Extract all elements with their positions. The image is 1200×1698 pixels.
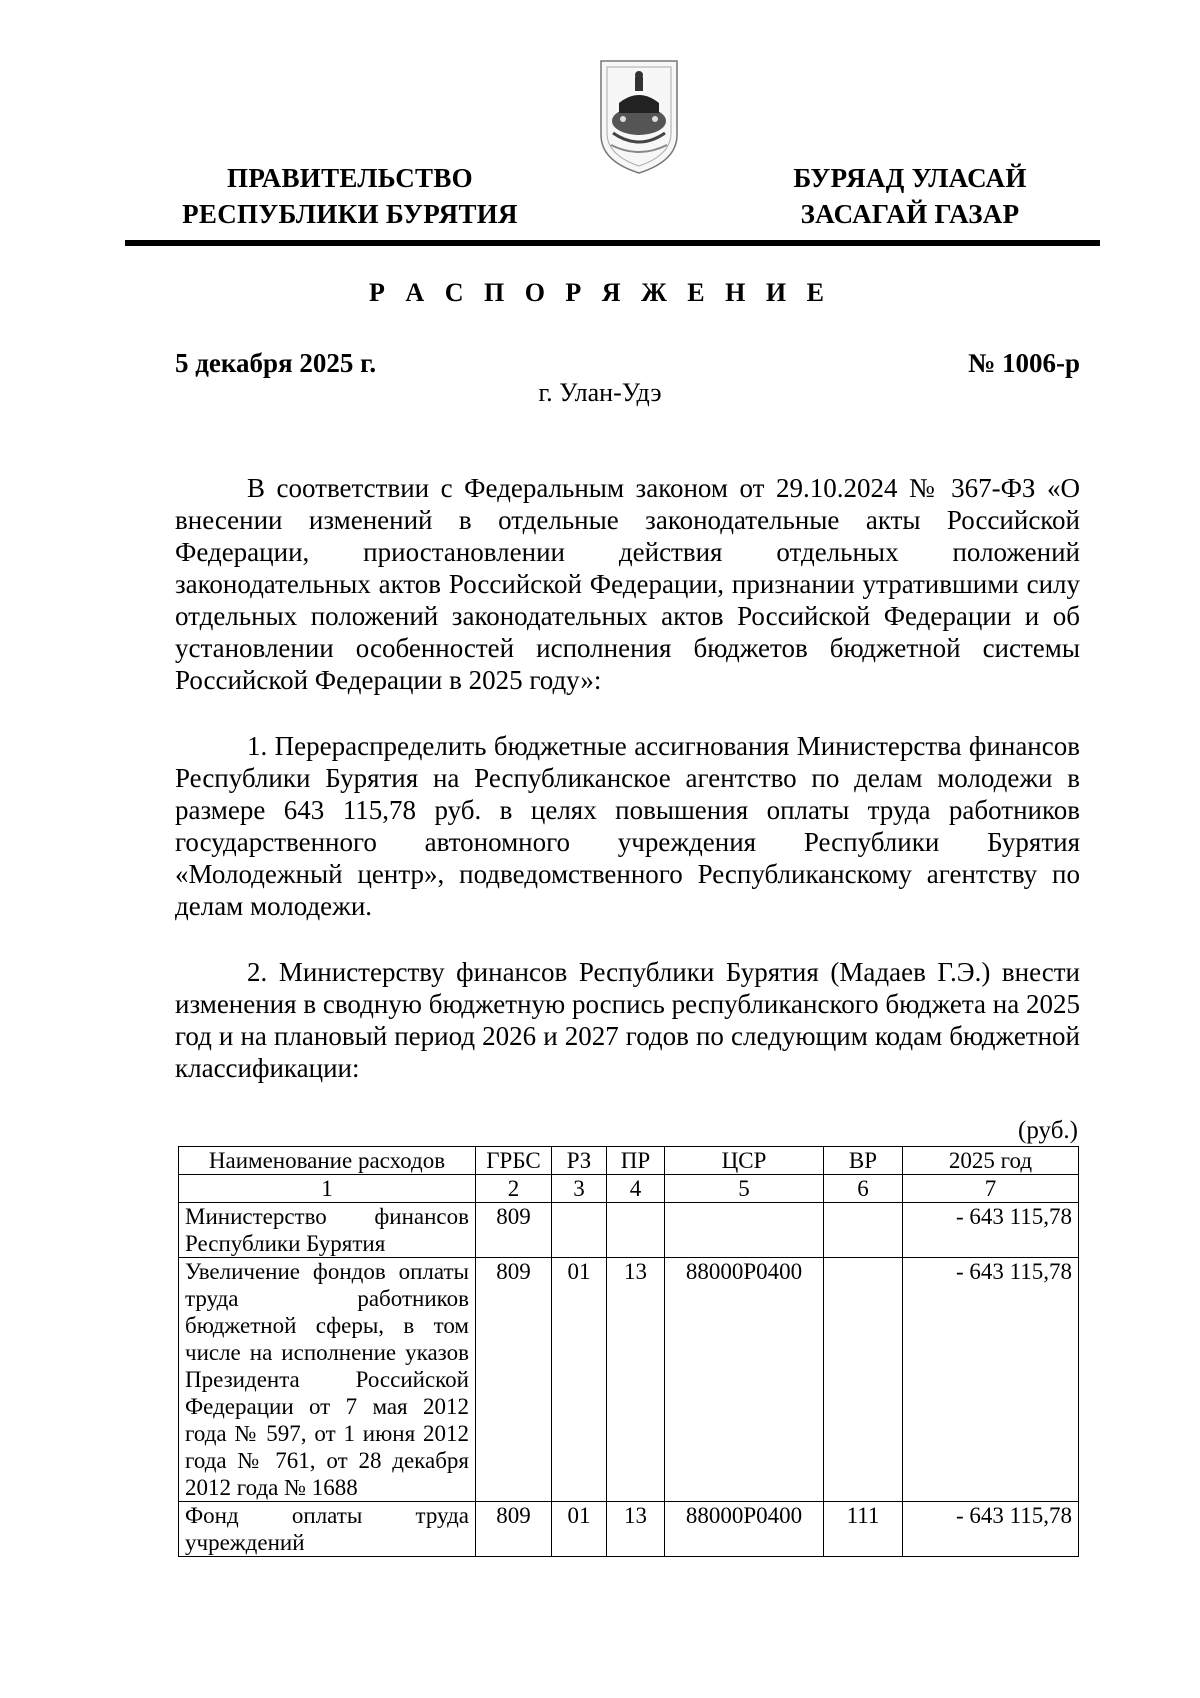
column-number: 6 [824,1175,903,1203]
header-csr: ЦСР [665,1147,824,1175]
cell-rz: 01 [552,1258,607,1502]
column-number: 7 [903,1175,1079,1203]
cell-vr [824,1203,903,1258]
cell-amount: - 643 115,78 [903,1502,1079,1557]
cell-amount: - 643 115,78 [903,1203,1079,1258]
column-number: 3 [552,1175,607,1203]
cell-amount: - 643 115,78 [903,1258,1079,1502]
table-row [179,1502,1079,1557]
org-name-buryat: БУРЯАД УЛАСАЙ ЗАСАГАЙ ГАЗАР [793,163,1027,229]
header-pr: ПР [607,1147,665,1175]
document-date: 5 декабря 2025 г. [175,348,377,378]
cell-vr [824,1258,903,1502]
column-number: 2 [476,1175,552,1203]
header-name: Наименование расходов [179,1147,476,1175]
table-row [179,1258,1079,1502]
header-rz: РЗ [552,1147,607,1175]
paragraph-item-1: 1. Перераспределить бюджетные ассигнования Министерства финансов Республики Бурятия на Республиканское агентство по делам молодежи в размере 643 115,78 руб. в целях повышения оплаты труда работников государственного автономного учреждения Республики Бурятия «Молодежный центр», подведомственного Республиканскому агентству по делам молодежи. [175,731,1080,921]
column-number-row [179,1175,1079,1203]
document-city: г. Улан-Удэ [538,378,662,407]
cell-rz [552,1203,607,1258]
org-name-russian: ПРАВИТЕЛЬСТВО РЕСПУБЛИКИ БУРЯТИЯ [182,163,518,229]
table-header-row [179,1147,1079,1175]
header-year: 2025 год [903,1147,1079,1175]
cell-grbs: 809 [476,1258,552,1502]
budget-table [178,1146,1079,1557]
cell-grbs: 809 [476,1203,552,1258]
cell-csr: 88000Р0400 [665,1258,824,1502]
header-divider [125,240,1100,246]
column-number: 4 [607,1175,665,1203]
cell-pr: 13 [607,1502,665,1557]
column-number: 1 [179,1175,476,1203]
header-grbs: ГРБС [476,1147,552,1175]
currency-unit: (руб.) [1018,1117,1078,1144]
cell-pr: 13 [607,1258,665,1502]
cell-rz: 01 [552,1502,607,1557]
paragraph-item-2: 2. Министерству финансов Республики Бурятия (Мадаев Г.Э.) внести изменения в сводную бюджетную роспись республиканского бюджета на 2025 год и на плановый период 2026 и 2027 годов по следующим кодам бюджетной классификации: [175,957,1080,1083]
column-number: 5 [665,1175,824,1203]
cell-name: Фонд оплаты труда учреждений [179,1502,476,1557]
cell-csr [665,1203,824,1258]
cell-name: Министерство финансов Республики Бурятия [179,1203,476,1258]
cell-grbs: 809 [476,1502,552,1557]
cell-pr [607,1203,665,1258]
cell-vr: 111 [824,1502,903,1557]
cell-name: Увеличение фондов оплаты труда работников бюджетной сферы, в том числе на исполнение указов Президента Российской Федерации от 7 мая 2012 года № 597, от 1 июня 2012 года № 761, от 28 декабря 2012 года № 1688 [179,1258,476,1502]
cell-csr: 88000Р0400 [665,1502,824,1557]
document-type: Р А С П О Р Я Ж Е Н И Е [369,278,831,307]
document-number: № 1006-р [968,348,1080,378]
paragraph-preamble: В соответствии с Федеральным законом от 29.10.2024 № 367-ФЗ «О внесении изменений в отдельные законодательные акты Российской Федерации, приостановлении действия отдельных положений законодательных актов Российской Федерации, признании утратившими силу отдельных положений законодательных актов Российской Федерации и об установлении особенностей исполнения бюджетов бюджетной системы Российской Федерации в 2025 году»: [175,473,1080,695]
header-vr: ВР [824,1147,903,1175]
coat-of-arms-icon [593,57,685,175]
table-row [179,1203,1079,1258]
